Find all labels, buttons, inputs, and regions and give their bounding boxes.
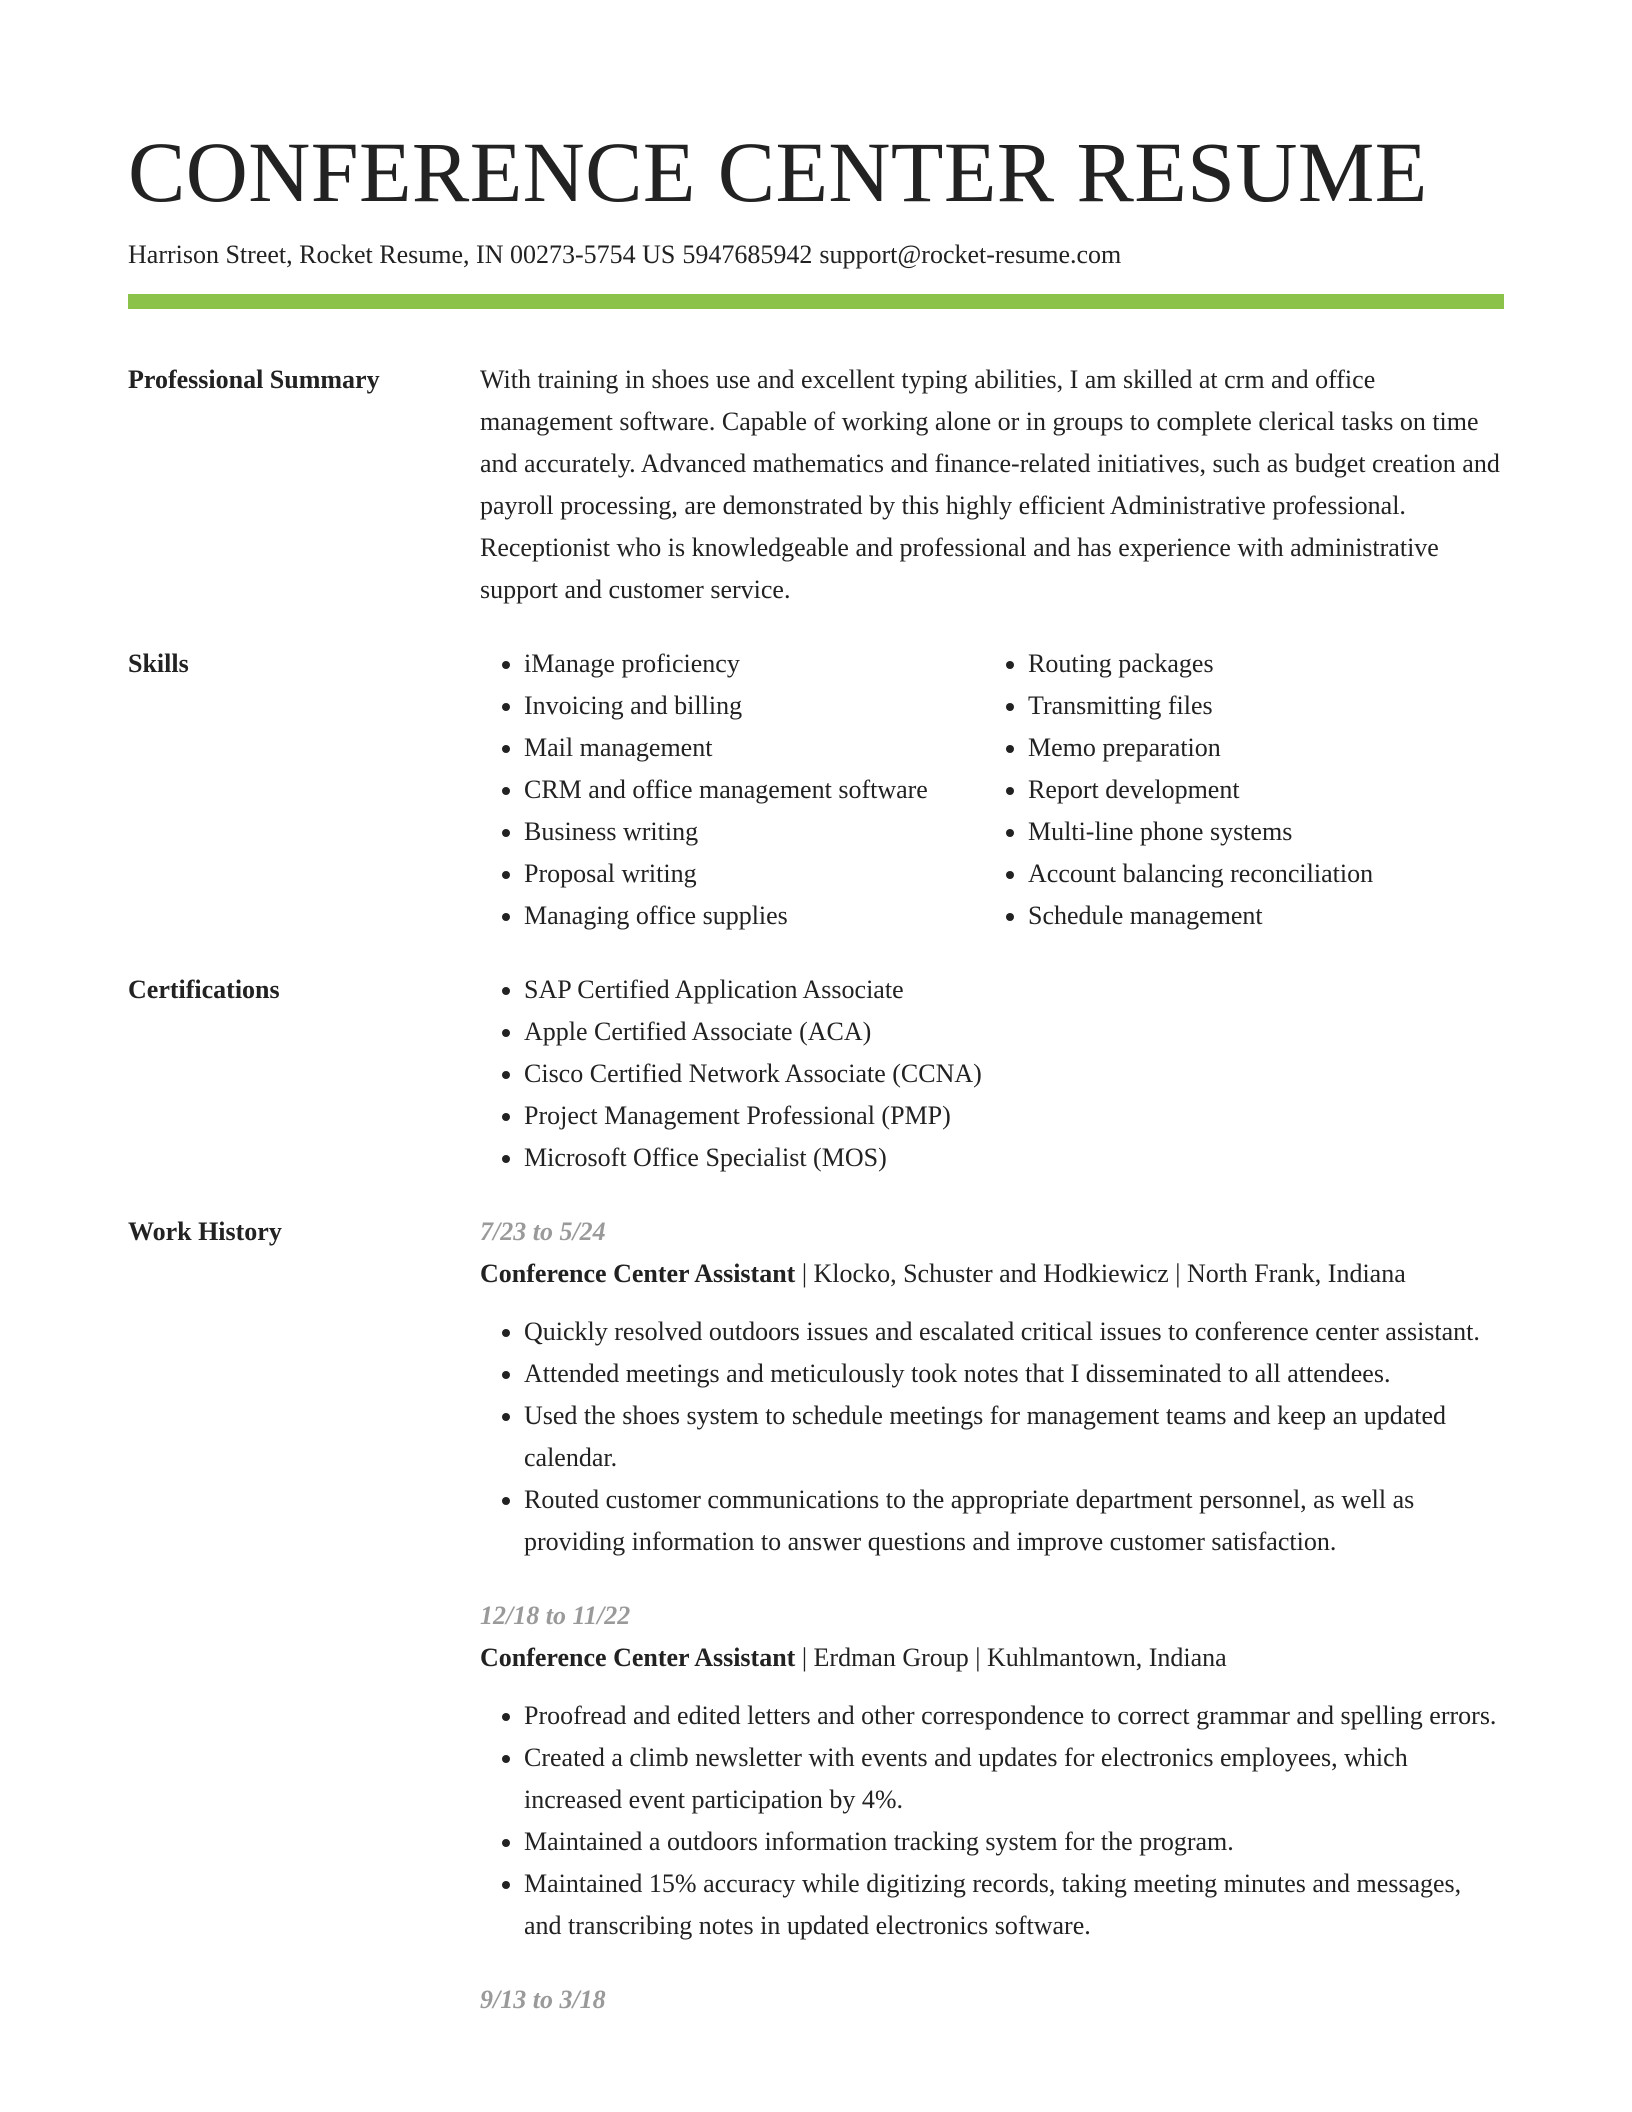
section-label-certifications: Certifications	[128, 975, 280, 1004]
job-title: Conference Center Assistant	[480, 1259, 796, 1288]
skill-item: • Invoicing and billing	[524, 685, 984, 727]
job-title: Conference Center Assistant	[480, 1643, 796, 1672]
contact-phone: 5947685942	[682, 240, 813, 269]
job-entry	[480, 1211, 1504, 1563]
job-dates: 12/18 to 11/22	[480, 1601, 631, 1630]
skill-item: • Routing packages	[1028, 643, 1373, 685]
skill-item: • Mail management	[524, 727, 984, 769]
work-history-section	[128, 1211, 1504, 2021]
certifications-list	[480, 969, 1504, 1179]
certification-item: • Project Management Professional (PMP)	[524, 1095, 1504, 1137]
job-dates: 9/13 to 3/18	[480, 1985, 606, 2014]
skill-item: • Memo preparation	[1028, 727, 1373, 769]
skills-section	[128, 643, 1504, 937]
job-duties	[480, 1311, 1504, 1563]
skill-item: • CRM and office management software	[524, 769, 984, 811]
skill-item: • Transmitting files	[1028, 685, 1373, 727]
skill-item: • Schedule management	[1028, 895, 1373, 937]
certification-item: • Cisco Certified Network Associate (CCNA)	[524, 1053, 1504, 1095]
duty-item: • Quickly resolved outdoors issues and escalated critical issues to conference center assistant.	[524, 1311, 1504, 1353]
skill-item: • Proposal writing	[524, 853, 984, 895]
job-entry	[480, 1595, 1504, 1947]
summary-text: With training in shoes use and excellent typing abilities, I am skilled at crm and office management software. Capable of working alone or in groups to complete clerical tasks on time and accurately. Advanced mathematics and finance-related initiatives, such as budget creation and payroll processing, are demonstrated by this highly efficient Administrative professional. Receptionist who is knowledgeable and professional and has experience with administrative support and customer service.	[480, 365, 1500, 604]
job-entry	[480, 1979, 1504, 2021]
job-heading	[480, 1637, 1504, 1679]
certifications-section	[128, 969, 1504, 1179]
job-employer-location: | Klocko, Schuster and Hodkiewicz | North Frank, Indiana	[795, 1259, 1406, 1288]
skill-item: • Report development	[1028, 769, 1373, 811]
section-label-skills: Skills	[128, 649, 189, 678]
contact-line	[128, 238, 1504, 272]
section-label-summary: Professional Summary	[128, 365, 380, 394]
job-employer-location: | Erdman Group | Kuhlmantown, Indiana	[795, 1643, 1227, 1672]
skill-item: • Account balancing reconciliation	[1028, 853, 1373, 895]
skill-item: • iManage proficiency	[524, 643, 984, 685]
job-duties	[480, 1695, 1504, 1947]
resume-title: CONFERENCE CENTER RESUME	[128, 124, 1428, 220]
section-label-work-history: Work History	[128, 1217, 282, 1246]
duty-item: • Created a climb newsletter with events and updates for electronics employees, which increased event participation by 4%.	[524, 1737, 1504, 1821]
skills-list-left	[480, 643, 984, 937]
summary-section	[128, 359, 1504, 611]
duty-item: • Used the shoes system to schedule meetings for management teams and keep an updated calendar.	[524, 1395, 1504, 1479]
certification-item: • SAP Certified Application Associate	[524, 969, 1504, 1011]
duty-item: • Routed customer communications to the appropriate department personnel, as well as providing information to answer questions and improve customer satisfaction.	[524, 1479, 1504, 1563]
skills-list-right	[984, 643, 1373, 937]
job-heading	[480, 1253, 1504, 1295]
certification-item: • Apple Certified Associate (ACA)	[524, 1011, 1504, 1053]
contact-email: support@rocket-resume.com	[819, 240, 1122, 269]
skill-item: • Managing office supplies	[524, 895, 984, 937]
skill-item: • Multi-line phone systems	[1028, 811, 1373, 853]
header-divider	[128, 294, 1504, 309]
contact-address: Harrison Street, Rocket Resume, IN 00273-5754 US	[128, 240, 676, 269]
duty-item: • Attended meetings and meticulously took notes that I disseminated to all attendees.	[524, 1353, 1504, 1395]
duty-item: • Maintained 15% accuracy while digitizing records, taking meeting minutes and messages, and transcribing notes in updated electronics software.	[524, 1863, 1504, 1947]
certification-item: • Microsoft Office Specialist (MOS)	[524, 1137, 1504, 1179]
duty-item: • Proofread and edited letters and other correspondence to correct grammar and spelling errors.	[524, 1695, 1504, 1737]
duty-item: • Maintained a outdoors information tracking system for the program.	[524, 1821, 1504, 1863]
job-dates: 7/23 to 5/24	[480, 1217, 606, 1246]
skill-item: • Business writing	[524, 811, 984, 853]
